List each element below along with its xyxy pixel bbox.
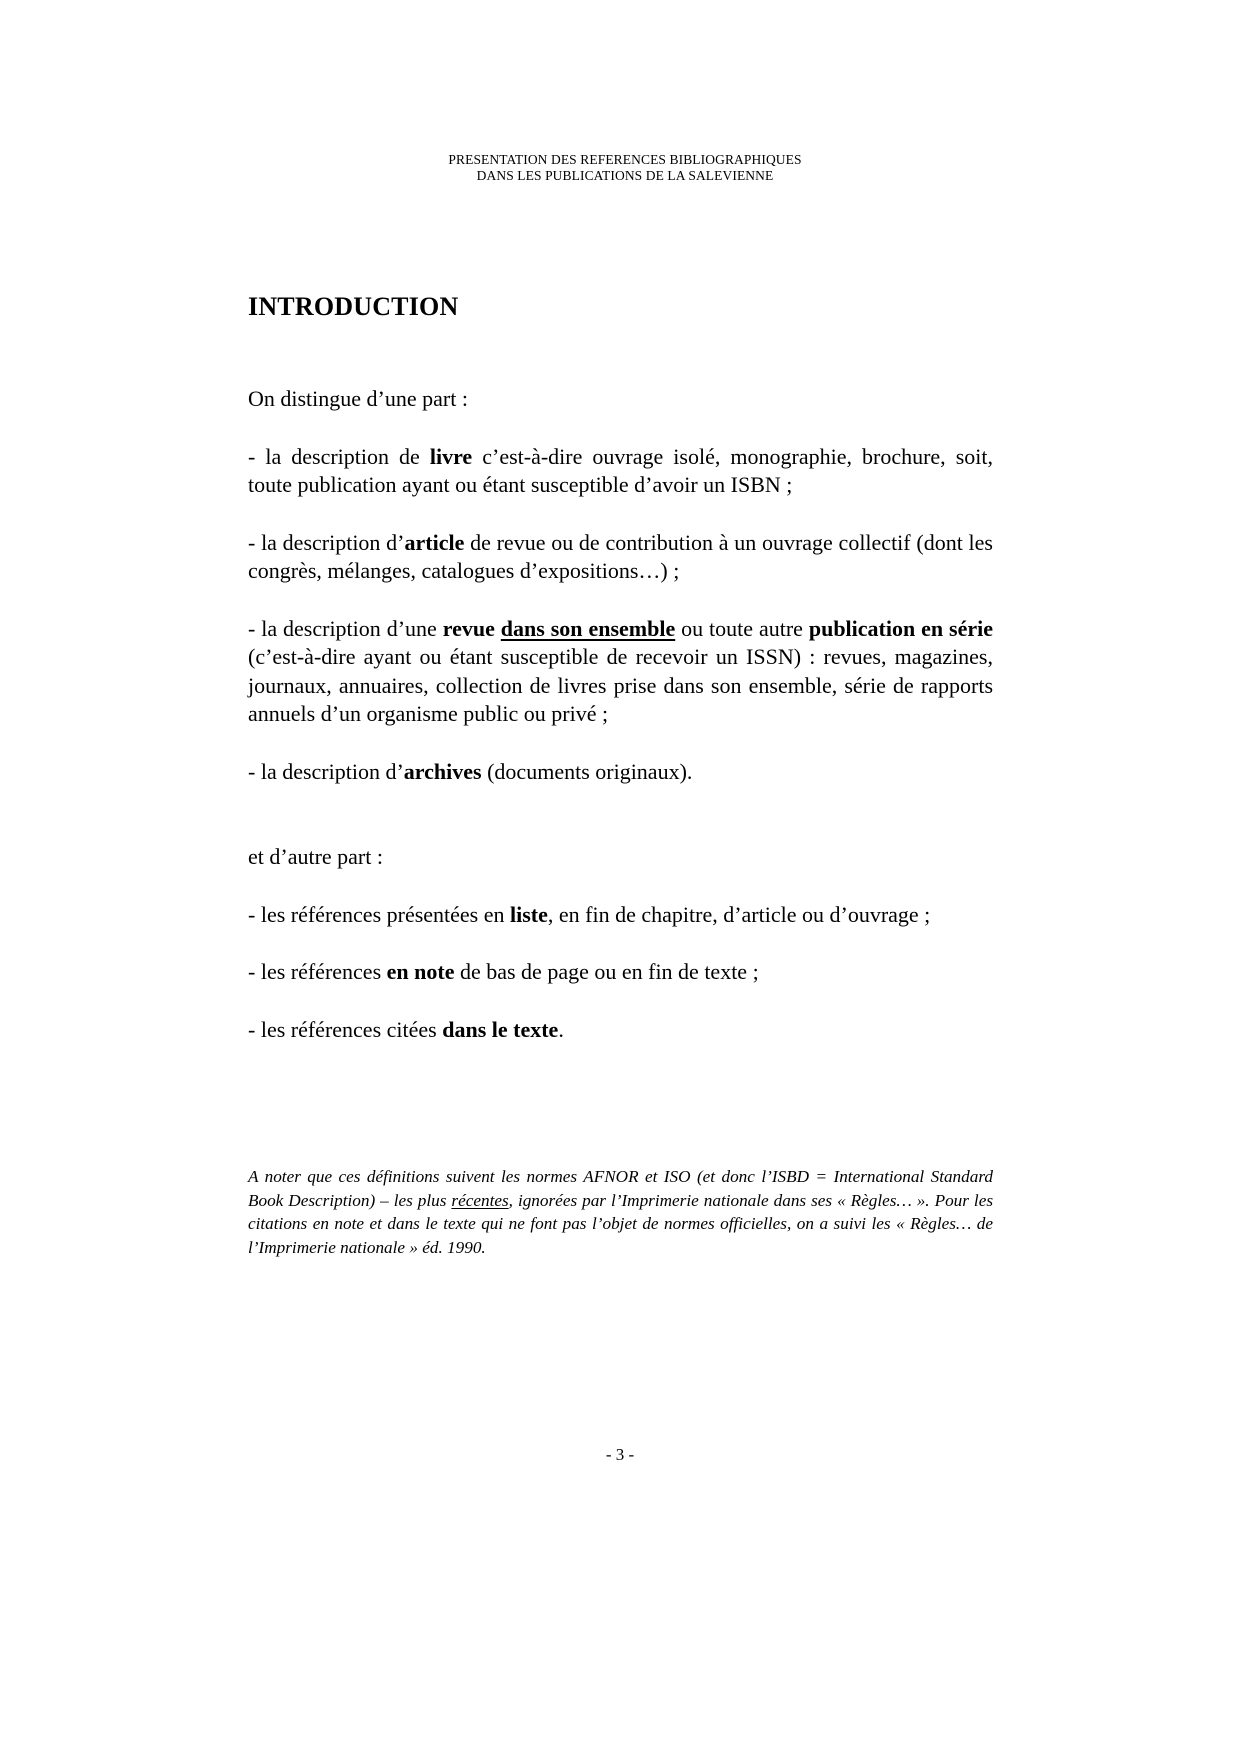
text-run: A noter que ces définitions suivent les normes AFNOR et ISO (et donc l’ISBD = International Standard Book Description) – les plus xyxy=(248,1167,993,1210)
text-run: , ignorées par l’Imprimerie nationale dans ses « Règles… ». Pour les citations en note et dans le texte qui ne font pas l’objet de normes officielles, on a suivi les « Règles… de l’Imprimerie nationale » éd. 1990. xyxy=(248,1190,994,1257)
bold-term: dans le texte xyxy=(442,1016,559,1042)
bold-term: liste xyxy=(510,901,548,927)
bold-term: en note xyxy=(386,959,455,984)
list-item-en-note xyxy=(248,958,993,987)
underlined-term: récentes xyxy=(451,1190,509,1210)
running-header xyxy=(0,152,1240,184)
page-number: - 3 - xyxy=(605,1445,635,1464)
list-item-liste xyxy=(248,901,993,930)
text-run: , en fin de chapitre, d’article ou d’ouvrage ; xyxy=(547,901,931,927)
text-run: ou toute autre xyxy=(675,615,809,641)
list-item-article xyxy=(248,529,993,586)
text-run: de revue ou de contribution à un ouvrage collectif (dont les congrès, mélanges, catalogues d’expositions…) ; xyxy=(248,529,993,583)
text-run: (documents originaux). xyxy=(481,758,693,784)
list-item-dans-le-texte xyxy=(248,1016,993,1045)
bold-term: revue xyxy=(442,615,495,641)
text-run: - la description d’ xyxy=(248,529,405,555)
body-text xyxy=(248,385,993,1073)
text-run: - la description d’une xyxy=(248,615,443,641)
text-run: - les références citées xyxy=(248,1016,443,1042)
list-item-revue xyxy=(248,615,993,729)
text-run: - les références xyxy=(248,959,387,984)
italic-note xyxy=(248,1165,993,1259)
text-run: - la description d’ xyxy=(248,758,404,784)
bold-underlined-term: dans son ensemble xyxy=(500,615,676,641)
text-run: de bas de page ou en fin de texte ; xyxy=(454,959,759,984)
bold-term: publication en série xyxy=(808,615,994,641)
list-item-archives xyxy=(248,758,993,787)
part1-intro: On distingue d’une part : xyxy=(248,386,468,411)
bold-term: article xyxy=(404,529,465,555)
header-line-2: DANS LES PUBLICATIONS DE LA SALEVIENNE xyxy=(476,168,774,183)
list-item-livre xyxy=(248,443,993,500)
text-run: (c’est-à-dire ayant ou étant susceptible de recevoir un ISSN) : revues, magazines, journaux, annuaires, collection de livres prise dans son ensemble, série de rapports annuels d’un organisme public ou privé ; xyxy=(248,644,993,726)
header-line-1: PRESENTATION DES REFERENCES BIBLIOGRAPHIQUES xyxy=(448,152,802,167)
section-title: INTRODUCTION xyxy=(248,292,459,321)
text-run: . xyxy=(558,1016,564,1042)
bold-term: livre xyxy=(429,443,473,469)
part2-intro: et d’autre part : xyxy=(248,844,383,869)
text-run: - les références présentées en xyxy=(248,901,511,927)
text-run: c’est-à-dire ouvrage isolé, monographie, brochure, soit, toute publication ayant ou étant susceptible d’avoir un ISBN ; xyxy=(248,443,993,497)
bold-term: archives xyxy=(403,758,482,784)
text-run: - la description de xyxy=(248,443,430,469)
